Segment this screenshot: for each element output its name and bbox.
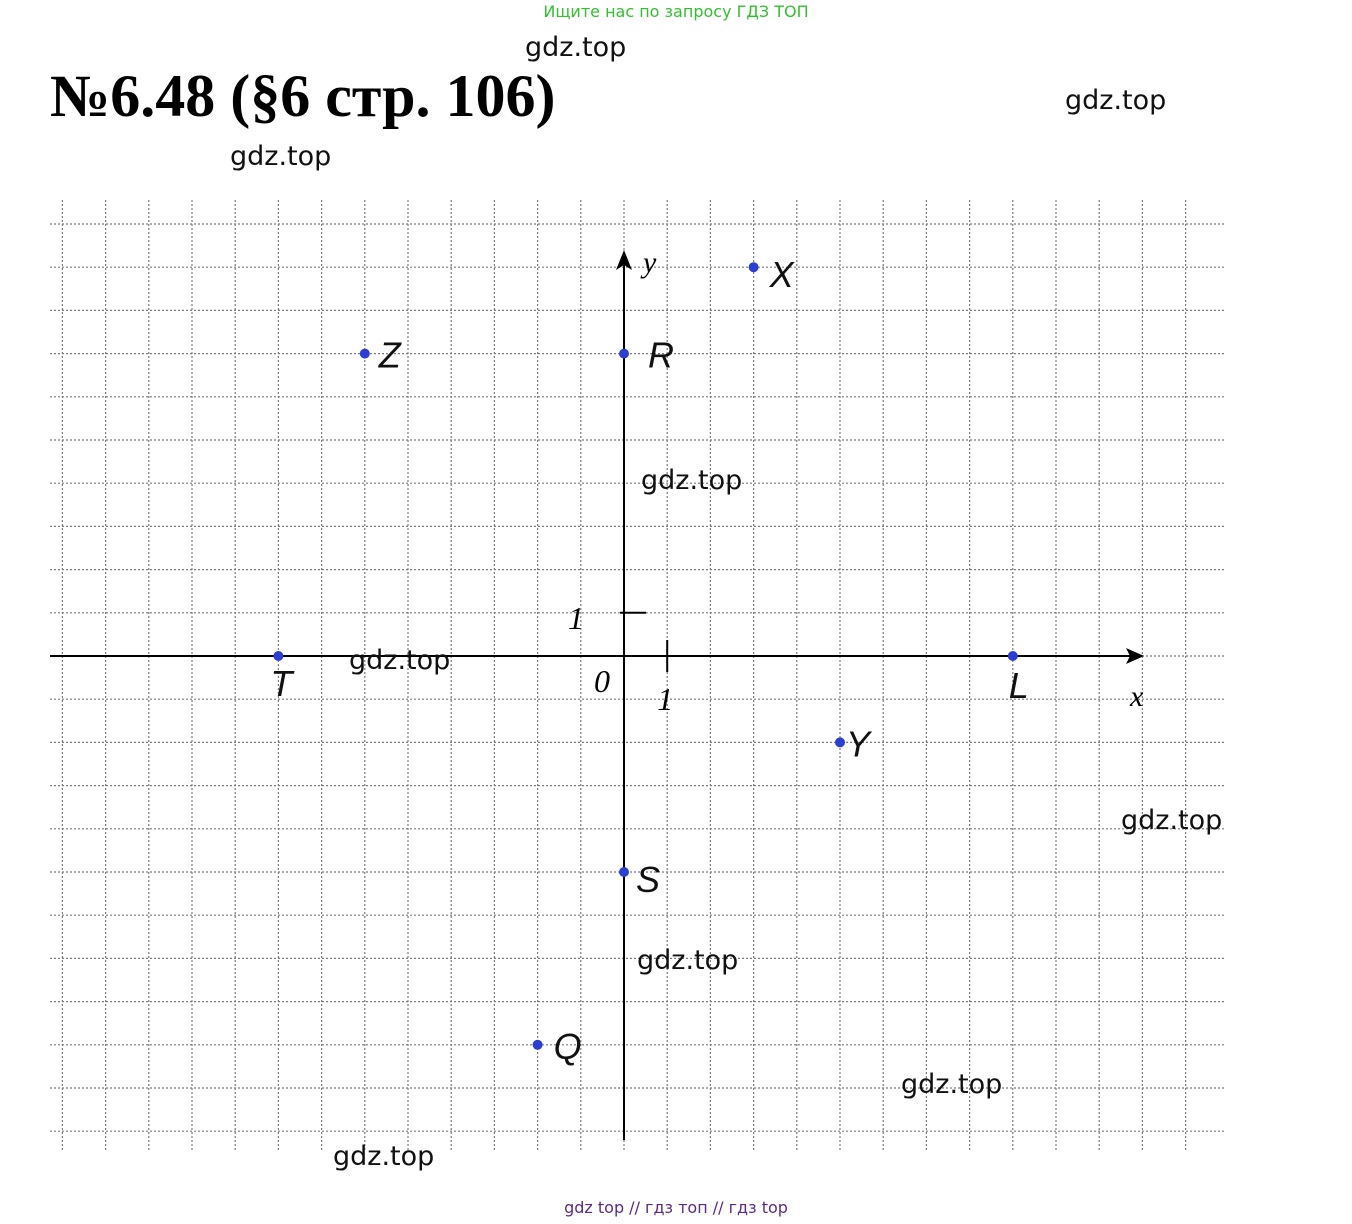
grid (50, 200, 1226, 1152)
watermark: gdz.top (1065, 85, 1167, 116)
point-x (749, 262, 759, 272)
point-label-s: S (636, 859, 661, 900)
x-axis-label: x (1130, 680, 1144, 713)
watermark: gdz.top (230, 141, 332, 172)
y-unit-label: 1 (568, 599, 584, 636)
footer-links: gdz top // гдз топ // гдз top (564, 1198, 788, 1217)
point-label-r: R (648, 334, 674, 376)
point-label-q: Q (553, 1025, 582, 1067)
origin-label: 0 (594, 663, 610, 699)
search-banner: Ищите нас по запросу ГДЗ ТОП (543, 2, 809, 21)
point-z (360, 349, 370, 359)
point-label-z: Z (378, 334, 401, 376)
watermark: gdz.top (637, 945, 739, 976)
x-unit-label: 1 (657, 681, 674, 717)
point-t (273, 651, 283, 661)
problem-title: №6.48 (§6 стр. 106) (50, 63, 556, 129)
watermark: gdz.top (333, 1141, 435, 1172)
watermark: gdz.top (641, 465, 743, 496)
point-label-l: L (1008, 665, 1029, 706)
point-label-x: X (769, 254, 794, 296)
point-y (835, 737, 845, 747)
watermark: gdz.top (1121, 805, 1223, 836)
watermark: gdz.top (525, 32, 627, 63)
point-label-y: Y (846, 723, 871, 765)
y-axis-label: y (643, 246, 657, 279)
point-l (1008, 651, 1018, 661)
watermark: gdz.top (901, 1069, 1003, 1100)
point-label-t: T (270, 663, 293, 704)
point-r (619, 349, 629, 359)
point-s (619, 867, 629, 877)
watermark: gdz.top (349, 645, 451, 676)
point-q (533, 1040, 543, 1050)
axes (50, 246, 1144, 1140)
